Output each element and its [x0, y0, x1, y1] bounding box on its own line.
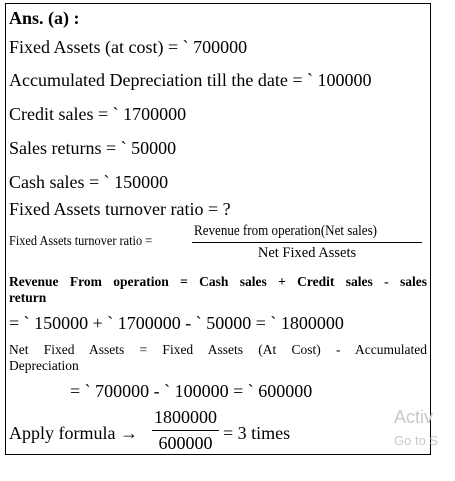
question-line: Fixed Assets turnover ratio = ?	[9, 199, 231, 219]
revenue-definition-line1: Revenue From operation = Cash sales + Credit sales - sales	[9, 274, 427, 289]
activation-watermark-line1: Activ	[394, 407, 434, 427]
apply-denominator: 600000	[158, 433, 213, 453]
activation-watermark-line2: Go to S	[394, 433, 439, 448]
formula-fraction	[192, 223, 422, 262]
answer-box	[5, 3, 434, 455]
formula-denominator: Net Fixed Assets	[257, 245, 357, 261]
nfa-definition-line1: Net Fixed Assets = Fixed Assets (At Cost) - Accumulated	[9, 342, 427, 357]
sales-returns-line: Sales returns = ` 50000	[9, 138, 177, 158]
formula-numerator: Revenue from operation(Net sales)	[192, 223, 422, 243]
apply-formula-label: Apply formula →	[9, 423, 138, 443]
apply-numerator: 1800000	[152, 407, 219, 431]
nfa-calculation: = ` 700000 - ` 100000 = ` 600000	[70, 381, 313, 401]
apply-fraction	[152, 407, 219, 454]
revenue-calculation: = ` 150000 + ` 1700000 - ` 50000 = ` 1800000	[9, 313, 344, 333]
formula-lhs: Fixed Assets turnover ratio =	[9, 234, 153, 249]
accumulated-depreciation-line: Accumulated Depreciation till the date = ` 100000	[9, 70, 372, 90]
answer-heading: Ans. (a) :	[9, 8, 80, 28]
cash-sales-line: Cash sales = ` 150000	[9, 172, 169, 192]
revenue-definition-line2: return	[9, 290, 47, 305]
nfa-definition-line2: Depreciation	[9, 358, 79, 373]
credit-sales-line: Credit sales = ` 1700000	[9, 104, 187, 124]
fixed-assets-line: Fixed Assets (at cost) = ` 700000	[9, 37, 248, 57]
apply-result: = 3 times	[223, 423, 291, 443]
